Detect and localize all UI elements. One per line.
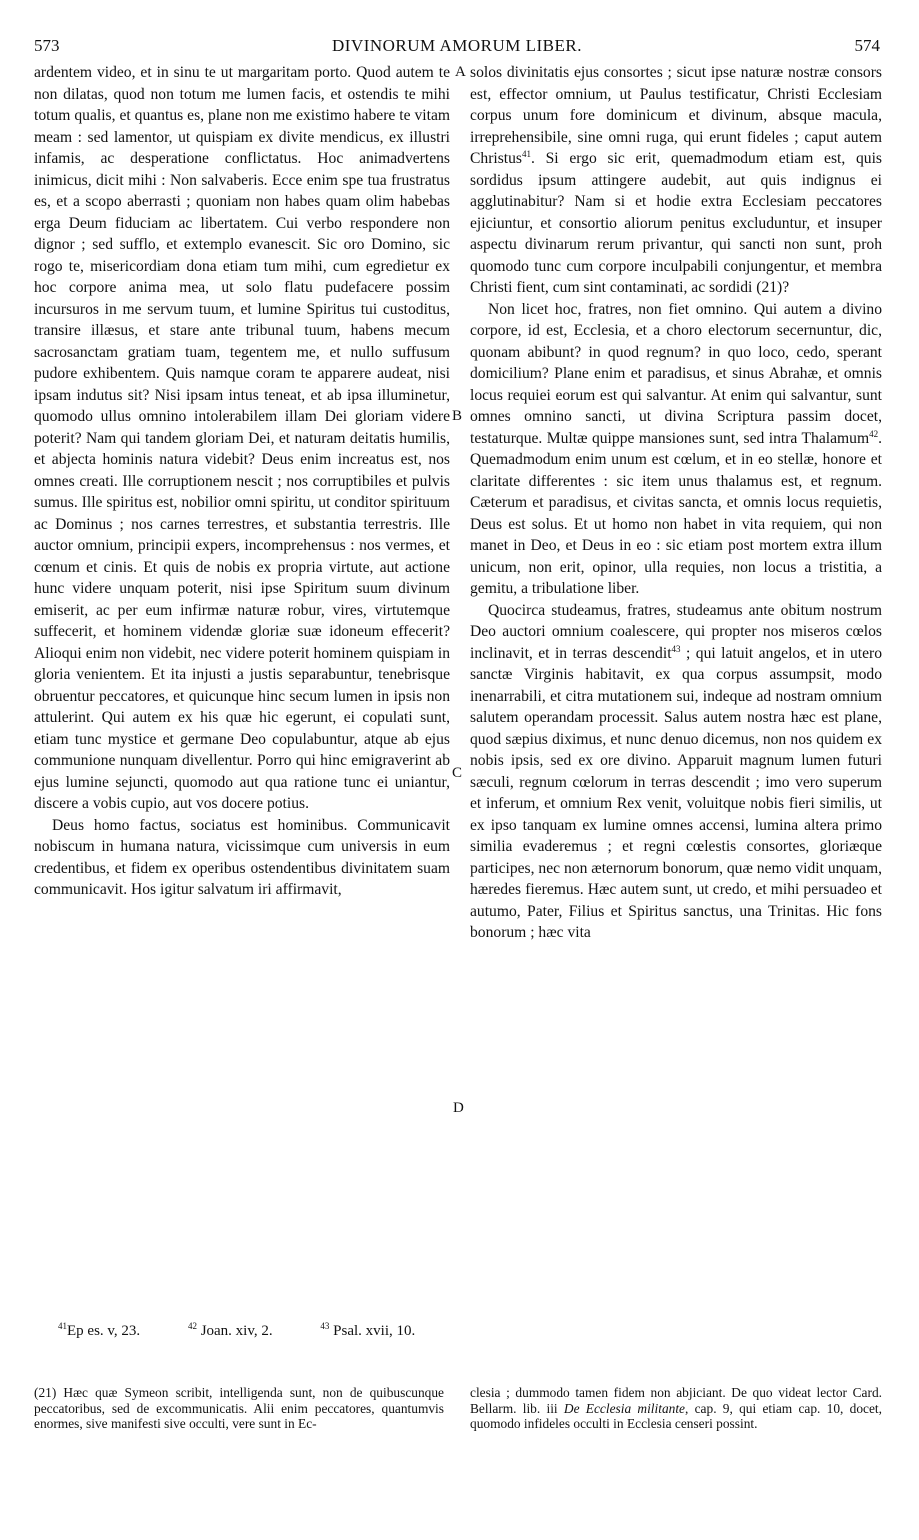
page-number-right: 574 [854,36,880,55]
footnote-references [58,1323,459,1340]
margin-letter-b: B [452,408,463,424]
margin-letter-d: D [453,1100,464,1116]
footnote-ref: $^{41}$Ep es. v, 23. [58,1321,141,1339]
note-text: (21) Hæc quæ Symeon scribit, intelligenda sunt, non de quibuscunque peccatoribus, sed de excommunicatis. Alii enim peccatores, quantumvis enormes, sive manifesti sive occulti, vere sunt in Ec- [34,1385,444,1431]
paragraph [470,299,882,600]
text-run: . Quemadmodum enim unum est cœlum, et in eo stellæ, honore et claritate differentes : sic item unus thalamus est, et regnum. Cæterum et paradisus, et civitas sancta, et omnis locus requietis, Deus est solus. Et ut homo non habet in vita requiem, qui non manet in Deo, et Deus in eo : sic etiam post mortem extra illum unicum, non erit, opinor, ulla requies, non locus a tristitia, a gemitu, a tribulatione liber. [470,429,882,597]
footnote-marker: 41 [522,148,531,159]
text-run: Non licet hoc, fratres, non fiet omnino. Qui autem a divino corpore, id est, Ecclesia, et a choro electorum secernuntur, dic, quonam abibunt? in quod regnum? in quo loco, cedo, sperant domicilium? Plane enim et paradisus, et sinus Abrahæ, et omnis locus requiei eorum est qui salvantur. At enim qui salvantur, sunt omnes omnino sancti, ut divina Scriptura passim docet, testaturque. Multæ quippe mansiones sunt, sed intra Thalamum [470,300,882,447]
margin-letter-c: C [452,765,463,781]
editor-note-left [34,1385,444,1432]
page-number-left: 573 [34,36,60,55]
italic-title: De Ecclesia militante [563,1400,685,1416]
footnote-ref: $^{43}$ Psal. xvii, 10. [320,1321,416,1339]
paragraph [470,62,882,299]
running-title: DIVINORUM AMORUM LIBER. [332,36,582,55]
footnote-ref: $^{42}$ Joan. xiv, 2. [187,1321,273,1339]
right-column [470,62,882,944]
page-header [34,36,880,58]
editor-note-right [470,1385,882,1432]
footnote-marker: 42 [869,428,879,439]
footnote-marker: 43 [671,643,681,654]
text-run: Quocirca studeamus, fratres, studeamus ante obitum nostrum Deo auctori omnium coalescere, qui propter nos miseros cœlos inclinavit, et in terras descendit [470,601,882,662]
text-run: solos divinitatis ejus consortes ; sicut ipse naturæ nostræ consors est, effector omnium, ut Paulus testificatur, Christi Ecclesiam corpus unum fore dominicum et divinum, absque macula, irreprehensibile, sine omni ruga, qui erunt fideles ; caput autem Christus [470,64,882,167]
paragraph: ardentem video, et in sinu te ut margaritam porto. Quod autem te non dilatas, quod non totum me lumen facis, et ostendis te mihi totum qualis, et quantus es, plane non me existimo habere te vitam meam : sed lamentor, ut quispiam ex divite mendicus, ex illustri infamis, ac desperatione conflictatus. Hoc animadvertens inimicus, dicit mihi : Non salvaberis. Ecce enim spe tua frustratus es, et a scopo aberrasti ; quoniam non habes quam olim habebas erga Deum fiduciam ac libertatem. Cui verbo respondere non dignor ; sed sufflo, et extemplo evanescit. Sic oro Domino, sic rogo te, misericordiam dona etiam tum mihi, cum egredietur ex hoc corpore anima mea, ut solo flatu pudefacere possim incursuros in me servum tuum, et lumine Spiritus tui custoditus, transire illæsus, et stare ante tribunal tuum, habens mecum sacrosanctam gratiam tuam, tegentem me, et nullo suffusum pudore exhibentem. Quis namque coram te apparere audeat, nisi ipsam indutus sit? Nisi ipsam intus teneat, et ab ipsa illuminetur, quomodo ullus omnino intolerabilem illam Dei gloriam videre poterit? Nam qui tandem gloriam Dei, et naturam deitatis humilis, et abjecta hominis natura videbit? Deus enim increatus est, nos omnes creati. Ille corruptionem nescit ; nos corruptibiles et pulvis sumus. Ille spiritus est, nobilior omni spiritu, ut conditor spirituum ac Dominus ; nos carnes terrestres, et substantia terrestris. Ille auctor omnium, principii expers, incomprehensus : nos vermes, et cœnum et cinis. Et quis de nobis ex propria virtute, aut actione hunc videre unquam poterit, nisi ipse Spiritum suum divinum emiserit, ac per eum infirmæ naturæ robur, vires, virtutemque suffecerit, et hominem videndæ gloriæ suæ idoneum effecerit? Alioqui enim non videbit, nec videre poterit hominem quispiam in gloria venientem. Et ita injusti a justis separabuntur, tenebrisque obruentur peccatores, et quicunque hinc secum lumen in ipsis non attulerint. Qui autem ex his quæ hic egerunt, ei copulati sunt, etiam tunc mystice et germane Deo copulabuntur, atque ab ejus communione nunquam divellentur. Porro qui hinc emigraverint ab ejus lumine sejuncti, quomodo aut qua ratione tunc ei uniantur, discere a vobis cupio, aut vos docere potius. [34,64,450,812]
left-column [34,62,450,901]
margin-letter-a: A [455,64,466,80]
paragraph: Deus homo factus, sociatus est hominibus. Communicavit nobiscum in humana natura, vicissimque cum universis in eum credentibus, et fidem ex operibus ostendentibus divinitatem suam communicavit. Hos igitur salvatum iri affirmavit, [34,816,450,898]
text-run: . Si ergo sic erit, quemadmodum etiam est, quis sordidus ipsum attingere audebit, aut quis indignus ei agglutinabitur? Nam si et hodie extra Ecclesiam peccatores ejiciuntur, et consortio aliorum penitus excluduntur, et insuper aspectu divinarum rerum privantur, qui sancti non sunt, proh quomodo tunc cum corpore inculpabili conjungentur, et membra Christi fient, cum sint contaminati, ac sordidi (21)? [470,150,882,296]
note-text: clesia ; dummodo tamen fidem non abjiciant. De quo videat lector Card. Bellarm. lib. iii De Ecclesia militante, cap. 9, qui etiam cap. 10, docet, quomodo infideles occulti in Ecclesia censeri possint. [470,1385,882,1431]
paragraph [470,600,882,944]
text-run: ; qui latuit angelos, et in utero sanctæ Virginis habitavit, ex qua corpus assumpsit, modo inenarrabili, et citra mutationem sui, indeque ad nostram omnium salutem operandam processit. Salus autem nostra hæc est plane, quod sæpius diximus, et nunc denuo dicemus, non nos quidem ex nobis ipsis, sed ex ore divino. Apparuit magnum lumen futuri sæculi, regnum cœlorum in terras descendit ; imo vero superum et inferum, et omnium Rex venit, voluitque nobis fieri similis, ut ex ipso tanquam ex lumine omnes accensi, lumina altera primo similia evaderemus ; et regni cœlestis consortes, gloriæque participes, nec non æternorum bonorum, quæ nemo vidit unquam, hæredes fieremus. Hæc autem sunt, ut credo, et mihi persuadeo et autumo, Pater, Filius et Spiritus sanctus, una Trinitas. Hic fons bonorum ; hæc vita [470,644,882,941]
